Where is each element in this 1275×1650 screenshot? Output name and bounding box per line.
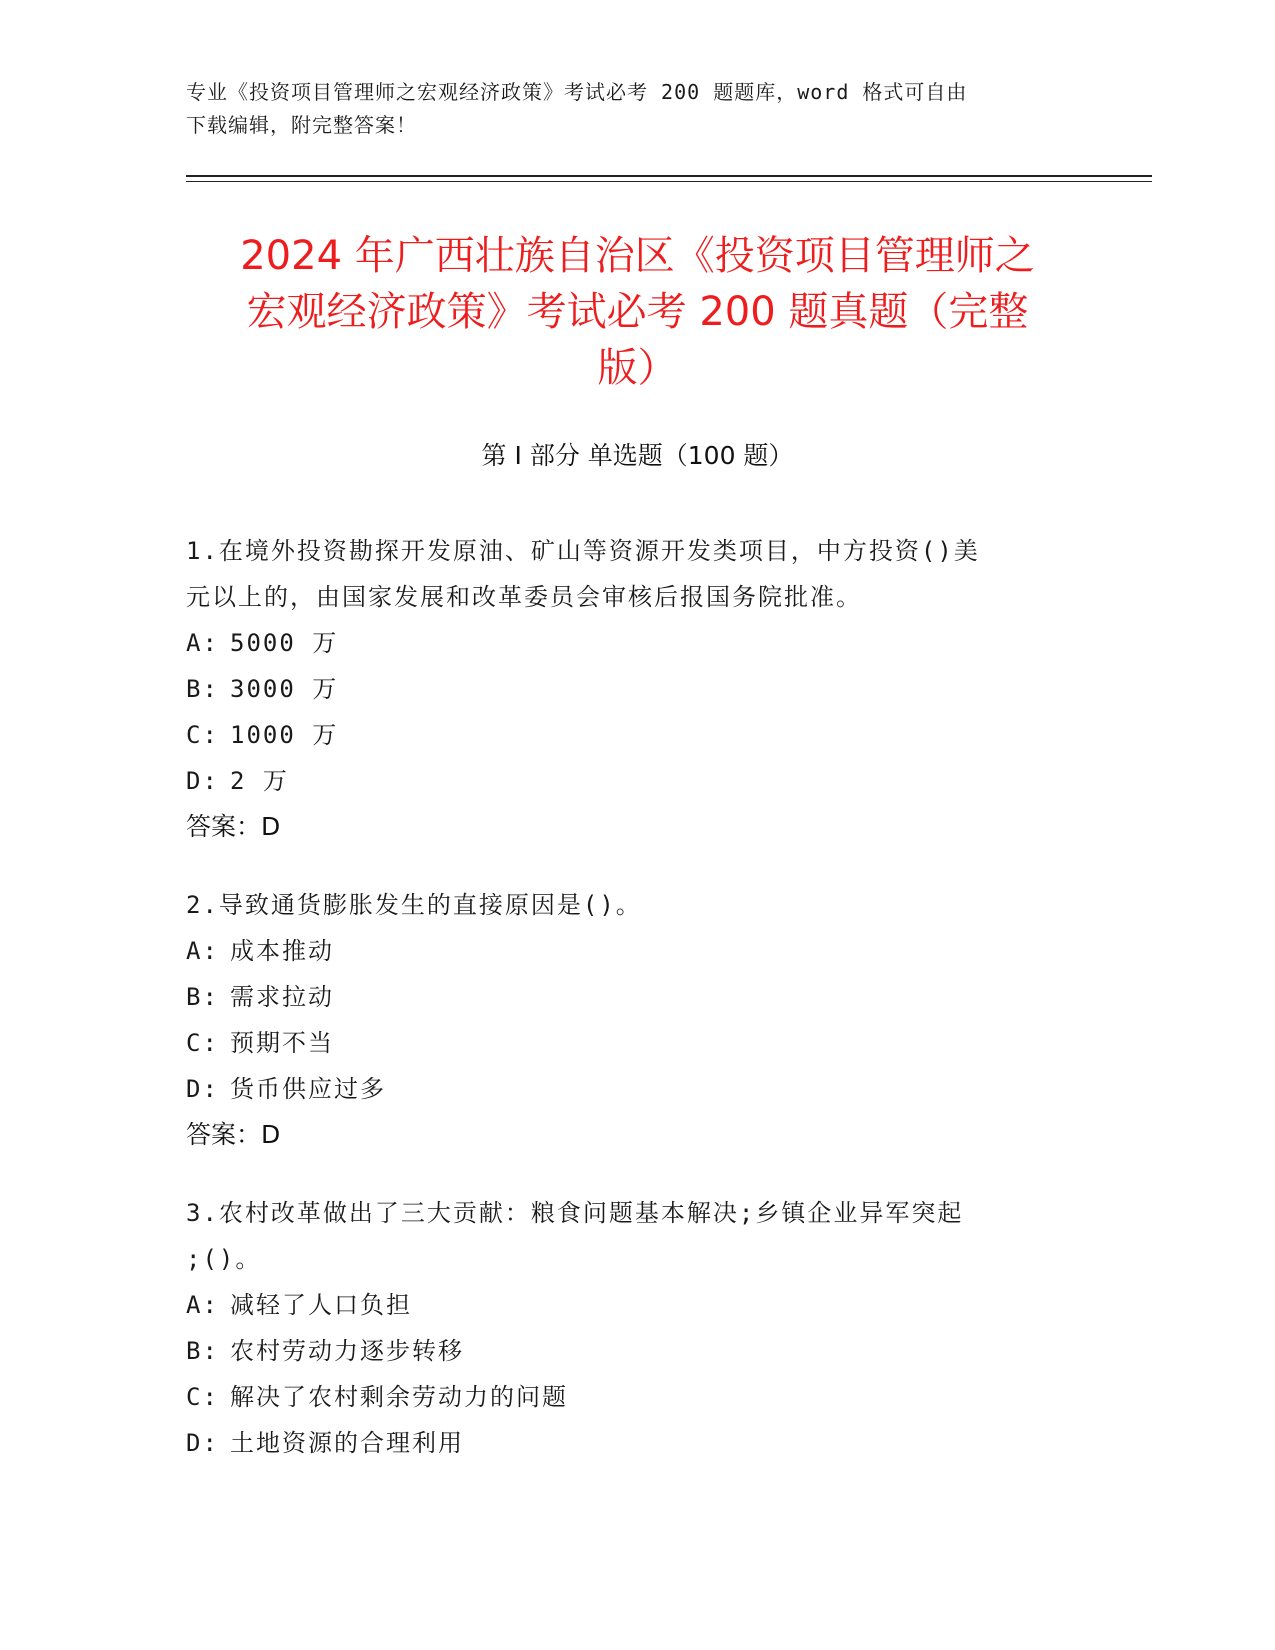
option-a — [186, 928, 1066, 974]
option-letter: D: — [186, 1429, 219, 1457]
option-d — [186, 1066, 1066, 1112]
option-letter: B: — [186, 1337, 219, 1365]
option-text: 需求拉动 — [230, 983, 334, 1011]
option-c — [186, 1374, 1066, 1420]
header-note — [186, 76, 1066, 142]
option-text: 2 万 — [230, 767, 289, 795]
option-letter: A: — [186, 937, 219, 965]
option-text: 减轻了人口负担 — [230, 1291, 412, 1319]
question-stem: 3.农村改革做出了三大贡献：粮食问题基本解决;乡镇企业异军突起 — [186, 1199, 964, 1227]
option-c — [186, 712, 1066, 758]
option-b — [186, 666, 1066, 712]
option-text: 农村劳动力逐步转移 — [230, 1337, 464, 1365]
option-text: 预期不当 — [230, 1029, 334, 1057]
option-letter: A: — [186, 1291, 219, 1319]
title-line: 版） — [597, 345, 678, 391]
option-text: 土地资源的合理利用 — [230, 1429, 464, 1457]
option-text: 解决了农村剩余劳动力的问题 — [230, 1383, 568, 1411]
option-text: 3000 万 — [230, 675, 339, 703]
header-divider — [186, 175, 1152, 177]
option-text: 成本推动 — [230, 937, 334, 965]
answer-label: 答案：D — [186, 1120, 281, 1149]
header-note-line: 下载编辑，附完整答案！ — [186, 113, 417, 137]
question-stem: 2.导致通货膨胀发生的直接原因是()。 — [186, 891, 642, 919]
option-a — [186, 620, 1066, 666]
option-text: 5000 万 — [230, 629, 339, 657]
section-title: 第 I 部分 单选题（100 题） — [481, 441, 794, 470]
option-letter: D: — [186, 767, 219, 795]
option-letter: C: — [186, 1383, 219, 1411]
option-letter: D: — [186, 1075, 219, 1103]
option-b — [186, 974, 1066, 1020]
header-note-line: 专业《投资项目管理师之宏观经济政策》考试必考 200 题题库，word 格式可自由 — [186, 80, 968, 104]
option-letter: A: — [186, 629, 219, 657]
question-3 — [186, 1190, 1066, 1466]
option-text: 1000 万 — [230, 721, 339, 749]
option-b — [186, 1328, 1066, 1374]
option-a — [186, 1282, 1066, 1328]
option-letter: C: — [186, 721, 219, 749]
answer-label: 答案：D — [186, 812, 281, 841]
option-d — [186, 1420, 1066, 1466]
question-1 — [186, 528, 1066, 850]
document-title — [150, 228, 1125, 396]
header-divider — [186, 181, 1152, 182]
option-letter: B: — [186, 675, 219, 703]
question-stem: 元以上的，由国家发展和改革委员会审核后报国务院批准。 — [186, 583, 862, 611]
title-line: 2024 年广西壮族自治区《投资项目管理师之 — [240, 233, 1035, 279]
question-2 — [186, 882, 1066, 1158]
question-stem: 1.在境外投资勘探开发原油、矿山等资源开发类项目，中方投资()美 — [186, 537, 980, 565]
question-list — [186, 528, 1066, 1498]
option-c — [186, 1020, 1066, 1066]
option-d — [186, 758, 1066, 804]
question-stem: ;()。 — [186, 1245, 262, 1273]
option-letter: C: — [186, 1029, 219, 1057]
option-text: 货币供应过多 — [230, 1075, 386, 1103]
title-line: 宏观经济政策》考试必考 200 题真题（完整 — [246, 289, 1029, 335]
option-letter: B: — [186, 983, 219, 1011]
